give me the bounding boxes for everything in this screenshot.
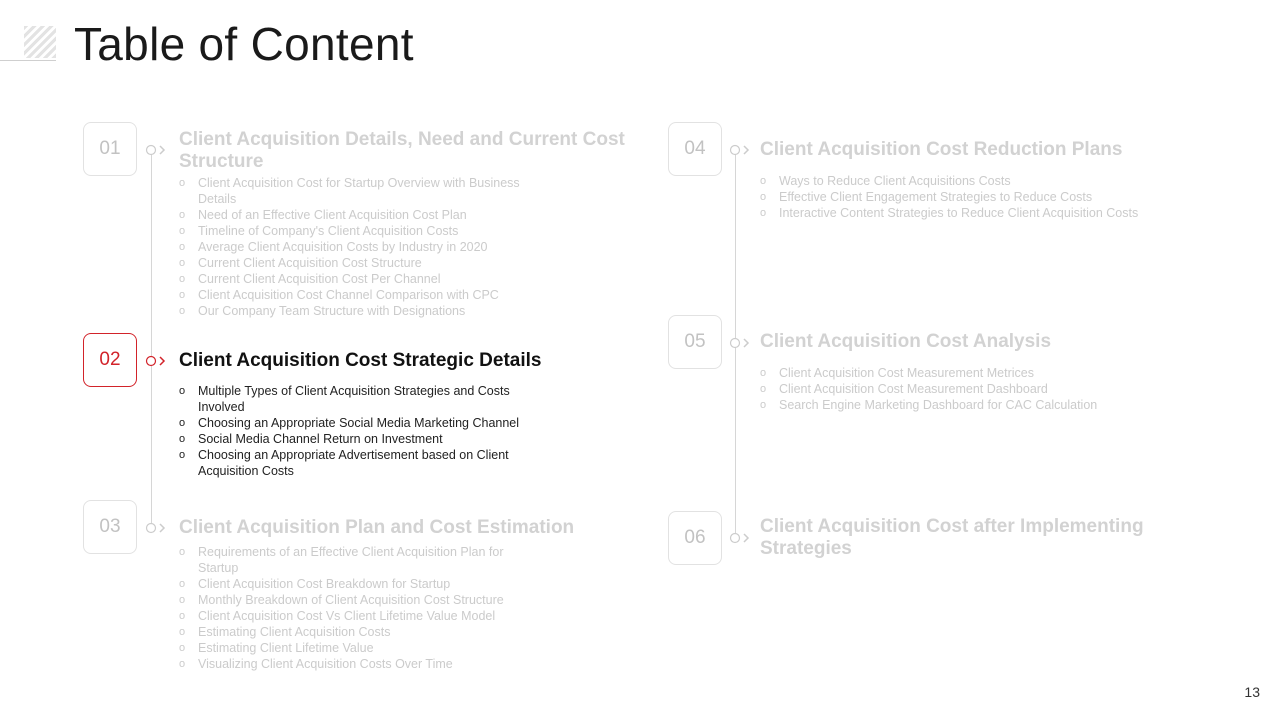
list-item: o Timeline of Company's Client Acquisition Costs	[179, 224, 459, 238]
connector-icon	[145, 522, 169, 534]
section-title-01: Client Acquisition Details, Need and Current Cost Structure	[179, 129, 625, 172]
list-item: o Current Client Acquisition Cost Structure	[179, 256, 422, 270]
list-item: o Multiple Types of Client Acquisition Strategies and Costs Involved	[179, 384, 510, 414]
list-item: o Effective Client Engagement Strategies to Reduce Costs	[760, 190, 1093, 204]
connector-icon-active	[145, 355, 169, 367]
title-underline	[0, 60, 56, 61]
list-item: o Need of an Effective Client Acquisition Cost Plan	[179, 208, 467, 222]
list-item: o Requirements of an Effective Client Acquisition Plan for Startup	[179, 545, 504, 575]
list-item: o Client Acquisition Cost Breakdown for Startup	[179, 577, 451, 591]
section-title-03: Client Acquisition Plan and Cost Estimation	[179, 517, 575, 538]
section-title-04: Client Acquisition Cost Reduction Plans	[760, 139, 1123, 160]
list-item: o Choosing an Appropriate Social Media Marketing Channel	[179, 416, 520, 430]
list-item: o Client Acquisition Cost Channel Comparison with CPC	[179, 288, 499, 302]
section-title-06: Client Acquisition Cost after Implementing Strategies	[760, 516, 1144, 559]
list-item: o Visualizing Client Acquisition Costs Over Time	[179, 657, 453, 671]
list-item: o Estimating Client Lifetime Value	[179, 641, 374, 655]
section-number-04: 04	[668, 122, 722, 176]
list-item: o Choosing an Appropriate Advertisement based on Client Acquisition Costs	[179, 448, 509, 478]
list-item: o Client Acquisition Cost Measurement Metrices	[760, 366, 1034, 380]
connector-icon	[729, 337, 753, 349]
section-items-02	[179, 383, 559, 479]
section-title-02: Client Acquisition Cost Strategic Details	[179, 350, 542, 371]
connector-icon	[729, 532, 753, 544]
section-number-02: 02	[83, 333, 137, 387]
list-item: o Our Company Team Structure with Designations	[179, 304, 466, 318]
page-number: 13	[1244, 684, 1260, 700]
section-number-05: 05	[668, 315, 722, 369]
section-number-03: 03	[83, 500, 137, 554]
list-item: o Social Media Channel Return on Investment	[179, 432, 443, 446]
section-title-05: Client Acquisition Cost Analysis	[760, 331, 1052, 352]
section-items-05	[760, 365, 1160, 413]
list-item: o Ways to Reduce Client Acquisitions Costs	[760, 174, 1011, 188]
section-number-01: 01	[83, 122, 137, 176]
section-number-06: 06	[668, 511, 722, 565]
list-item: o Client Acquisition Cost Vs Client Lifetime Value Model	[179, 609, 496, 623]
connector-icon	[145, 144, 169, 156]
list-item: o Current Client Acquisition Cost Per Channel	[179, 272, 441, 286]
list-item: o Search Engine Marketing Dashboard for CAC Calculation	[760, 398, 1098, 412]
list-item: o Monthly Breakdown of Client Acquisition Cost Structure	[179, 593, 504, 607]
left-timeline-line	[151, 150, 152, 528]
decorative-hatch	[24, 26, 56, 58]
section-items-04	[760, 173, 1140, 221]
list-item: o Average Client Acquisition Costs by Industry in 2020	[179, 240, 488, 254]
connector-icon	[729, 144, 753, 156]
list-item: o Client Acquisition Cost Measurement Dashboard	[760, 382, 1048, 396]
list-item: o Estimating Client Acquisition Costs	[179, 625, 391, 639]
section-items-03	[179, 544, 539, 672]
section-items-01	[179, 175, 549, 319]
list-item: o Client Acquisition Cost for Startup Overview with Business Details	[179, 176, 520, 206]
list-item: o Interactive Content Strategies to Reduce Client Acquisition Costs	[760, 206, 1139, 220]
page-title: Table of Content	[74, 18, 414, 70]
